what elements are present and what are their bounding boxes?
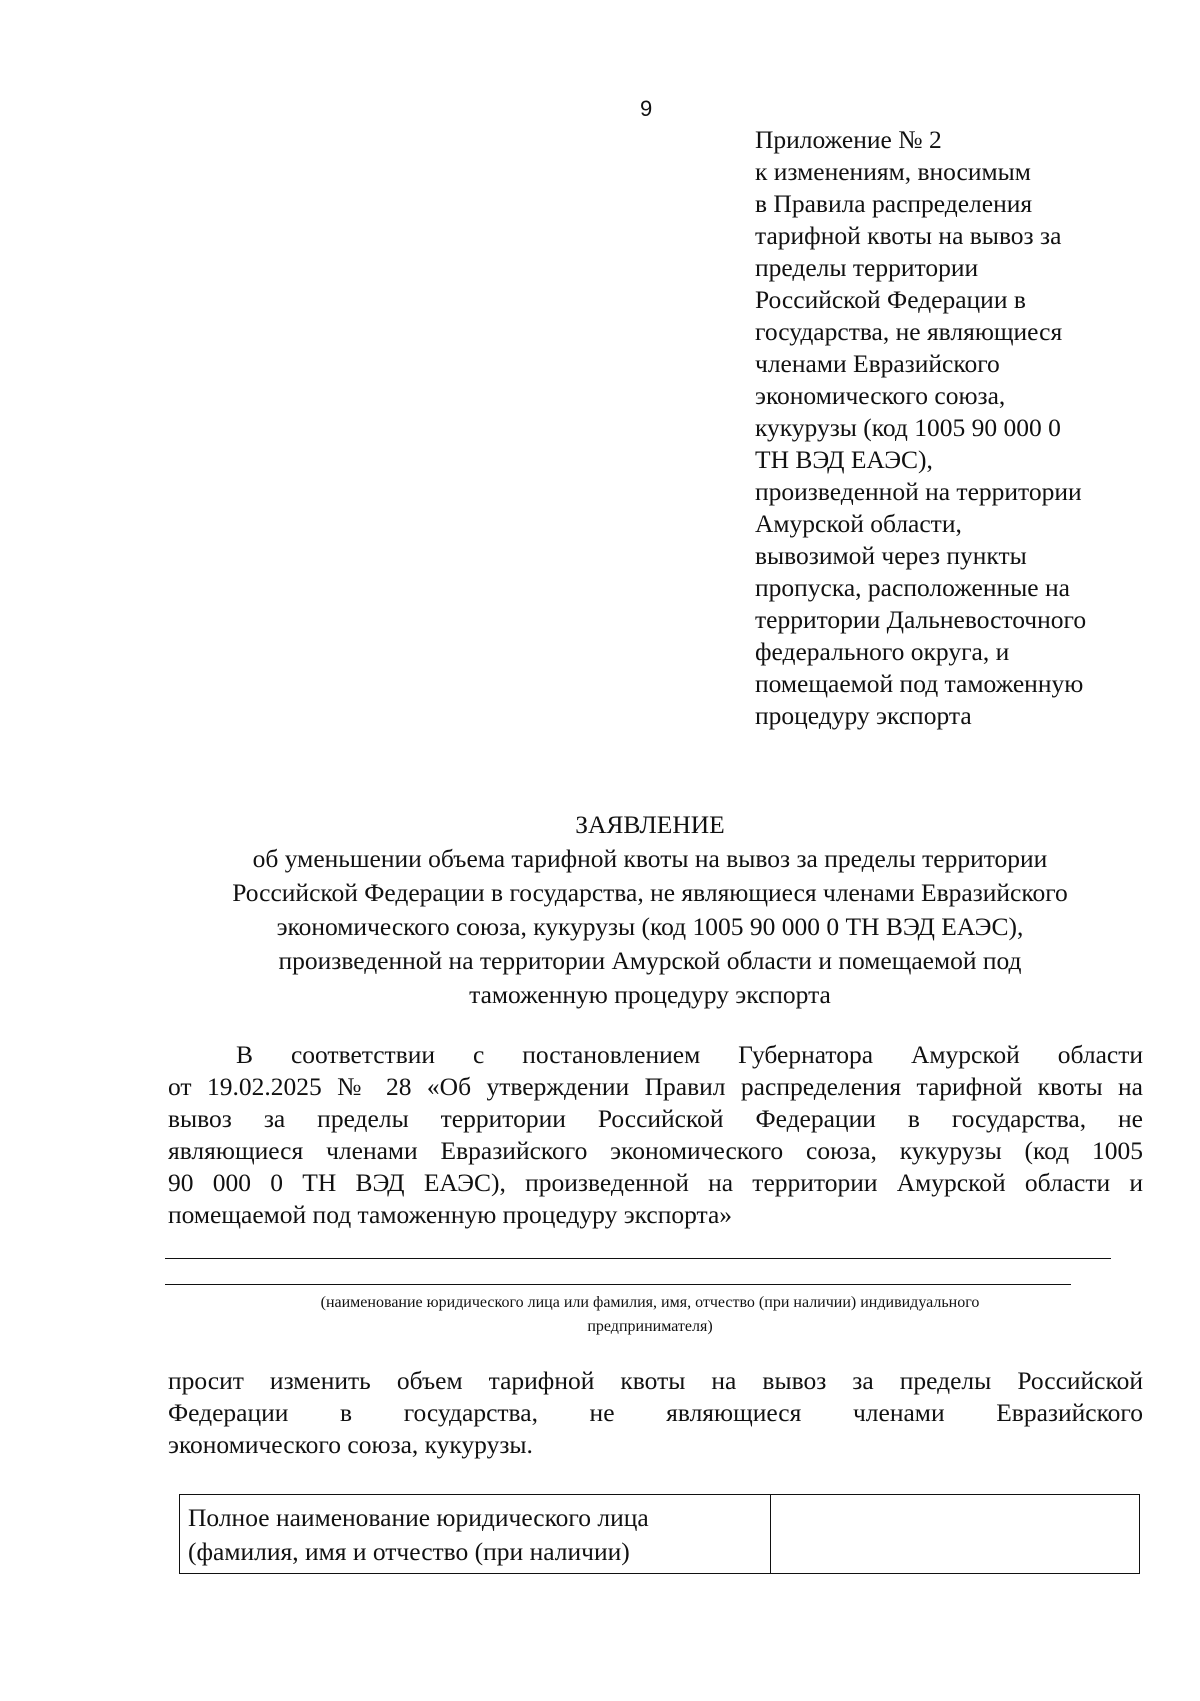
appendix-line: Приложение № 2 xyxy=(755,125,942,154)
intro-line: являющиеся членами Евразийского экономического союза, кукурузы (код 1005 xyxy=(168,1136,1143,1165)
request-line: просит изменить объем тарифной квоты на вывоз за пределы Российской xyxy=(168,1366,1143,1395)
appendix-line: помещаемой под таможенную xyxy=(755,669,1084,698)
appendix-line: Российской Федерации в xyxy=(755,285,1026,314)
title-line: произведенной на территории Амурской области и помещаемой под xyxy=(278,946,1022,975)
request-line: Федерации в государства, не являющиеся членами Евразийского xyxy=(168,1398,1143,1427)
appendix-line: в Правила распределения xyxy=(755,189,1033,218)
table-value-cell[interactable] xyxy=(771,1495,1140,1574)
table-label-line: (фамилия, имя и отчество (при наличии) xyxy=(188,1537,630,1566)
appendix-line: пропуска, расположенные на xyxy=(755,573,1070,602)
appendix-line: кукурузы (код 1005 90 000 0 xyxy=(755,413,1061,442)
applicant-info-table xyxy=(179,1494,1140,1574)
appendix-line: территории Дальневосточного xyxy=(755,605,1087,634)
intro-line: вывоз за пределы территории Российской Федерации в государства, не xyxy=(168,1104,1143,1133)
applicant-fill-line[interactable] xyxy=(165,1258,1111,1259)
appendix-line: процедуру экспорта xyxy=(755,701,972,730)
appendix-line: Амурской области, xyxy=(755,509,962,538)
table-row xyxy=(180,1495,1140,1574)
page-number: 9 xyxy=(640,96,653,121)
appendix-line: произведенной на территории xyxy=(755,477,1082,506)
appendix-line: экономического союза, xyxy=(755,381,1006,410)
intro-line: от 19.02.2025 № 28 «Об утверждении Правил распределения тарифной квоты на xyxy=(168,1072,1143,1101)
table-label-line: Полное наименование юридического лица xyxy=(188,1503,649,1532)
caption-line: предпринимателя) xyxy=(587,1318,713,1335)
title-line: об уменьшении объема тарифной квоты на вывоз за пределы территории xyxy=(252,844,1048,873)
title-line: таможенную процедуру экспорта xyxy=(469,980,831,1009)
intro-line: В соответствии с постановлением Губернатора Амурской области xyxy=(236,1040,1143,1069)
title-line: экономического союза, кукурузы (код 1005 90 000 0 ТН ВЭД ЕАЭС), xyxy=(276,912,1024,941)
appendix-line: вывозимой через пункты xyxy=(755,541,1027,570)
appendix-line: тарифной квоты на вывоз за xyxy=(755,221,1062,250)
appendix-line: государства, не являющиеся xyxy=(755,317,1063,346)
appendix-line: членами Евразийского xyxy=(755,349,1000,378)
intro-line: помещаемой под таможенную процедуру экспорта» xyxy=(168,1200,733,1229)
intro-paragraph xyxy=(168,1039,1143,1231)
applicant-caption xyxy=(200,1291,1100,1339)
appendix-line: пределы территории xyxy=(755,253,979,282)
caption-line: (наименование юридического лица или фамилия, имя, отчество (при наличии) индивидуального xyxy=(320,1294,980,1311)
applicant-fill-line[interactable] xyxy=(165,1284,1071,1285)
document-title xyxy=(150,808,1150,1012)
title-line: Российской Федерации в государства, не являющиеся членами Евразийского xyxy=(232,878,1068,907)
appendix-line: ТН ВЭД ЕАЭС), xyxy=(755,445,933,474)
title-heading: ЗАЯВЛЕНИЕ xyxy=(575,810,725,839)
intro-line: 90 000 0 ТН ВЭД ЕАЭС), произведенной на территории Амурской области и xyxy=(168,1168,1143,1197)
appendix-line: федерального округа, и xyxy=(755,637,1010,666)
appendix-line: к изменениям, вносимым xyxy=(755,157,1031,186)
request-paragraph xyxy=(168,1365,1143,1461)
appendix-header xyxy=(755,124,1175,732)
request-line: экономического союза, кукурузы. xyxy=(168,1430,533,1459)
table-label-cell xyxy=(180,1495,771,1574)
